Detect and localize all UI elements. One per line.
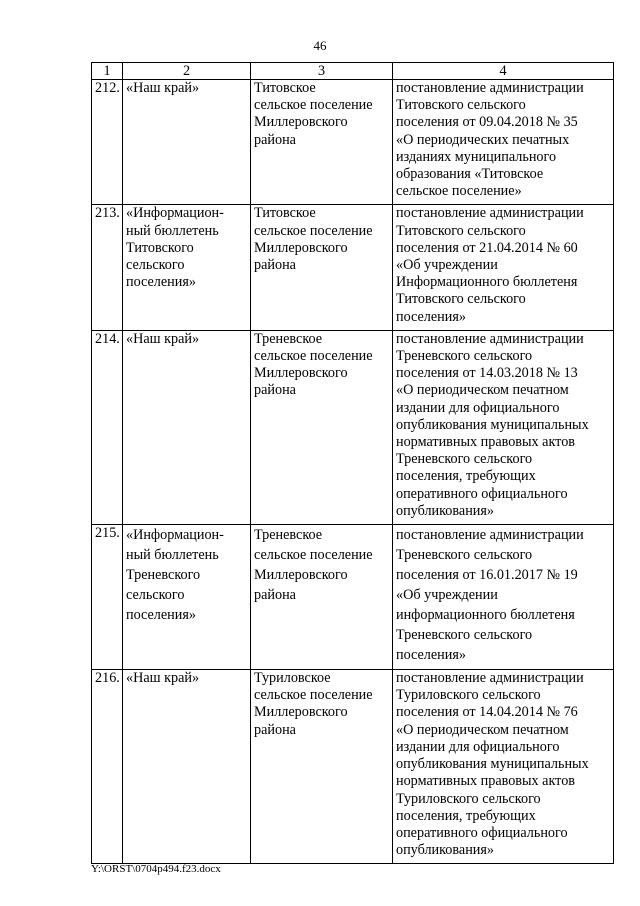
cell-line: поселения»: [126, 607, 196, 624]
cell-line: поселения от 14.03.2018 № 13: [396, 365, 578, 382]
cell-line: издании для официального: [396, 738, 560, 755]
cell-line: изданиях муниципального: [396, 148, 557, 165]
cell-line: Титовского сельского: [396, 222, 526, 239]
decree-text: [393, 525, 614, 670]
cell-line: района: [254, 382, 296, 399]
cell-line: Треневского сельского: [396, 547, 533, 564]
cell-line: «О периодическом печатном: [396, 721, 569, 738]
row-number: 216.: [92, 670, 123, 864]
cell-line: Треневского: [126, 567, 201, 584]
publication-name: [123, 670, 251, 864]
cell-line: поселения»: [396, 647, 466, 664]
settlement-name: [251, 80, 393, 205]
table-row: [92, 670, 614, 864]
cell-line: постановление администрации: [396, 330, 584, 347]
cell-line: Титовского сельского: [396, 291, 526, 308]
cell-line: «О периодическом печатном: [396, 382, 569, 399]
cell-line: поселения»: [396, 308, 466, 325]
row-number: 214.: [92, 330, 123, 524]
cell-line: поселения, требующих: [396, 807, 536, 824]
cell-line: «Наш край»: [126, 670, 200, 687]
cell-line: постановление администрации: [396, 80, 584, 96]
cell-line: Титовского: [126, 239, 194, 256]
cell-line: района: [254, 257, 296, 274]
cell-line: Миллеровского: [254, 704, 348, 721]
cell-line: сельское поселение: [254, 222, 373, 239]
cell-line: района: [254, 721, 296, 738]
cell-line: оперативного официального: [396, 824, 568, 841]
cell-line: нормативных правовых актов: [396, 773, 575, 790]
cell-line: ный бюллетень: [126, 222, 219, 239]
cell-line: Миллеровского: [254, 365, 348, 382]
cell-line: постановление администрации: [396, 205, 584, 222]
table-row: [92, 80, 614, 205]
cell-line: информационного бюллетеня: [396, 607, 575, 624]
file-path-footer: Y:\ORST\0704p494.f23.docx: [91, 863, 221, 875]
cell-line: Миллеровского: [254, 239, 348, 256]
settlement-name: [251, 330, 393, 524]
publication-name: [123, 205, 251, 330]
cell-line: нормативных правовых актов: [396, 434, 575, 451]
cell-line: Треневское: [254, 330, 323, 347]
cell-line: постановление администрации: [396, 670, 584, 687]
cell-line: «Об учреждении: [396, 587, 498, 604]
publication-name: [123, 330, 251, 524]
cell-line: района: [254, 131, 296, 148]
cell-line: сельского: [126, 257, 185, 274]
cell-line: Титовского сельского: [396, 97, 526, 114]
column-header-4: 4: [393, 63, 614, 80]
page-number: 46: [313, 38, 327, 53]
cell-line: поселения, требующих: [396, 468, 536, 485]
column-header-2: 2: [123, 63, 251, 80]
table-header-row: [92, 63, 614, 80]
cell-line: Титовское: [254, 80, 316, 96]
cell-line: поселения»: [126, 274, 196, 291]
cell-line: поселения от 16.01.2017 № 19: [396, 567, 578, 584]
cell-line: опубликования»: [396, 842, 495, 859]
cell-line: сельское поселение: [254, 547, 373, 564]
cell-line: Миллеровского: [254, 114, 348, 131]
cell-line: Туриловского сельского: [396, 687, 541, 704]
cell-line: сельское поселение: [254, 687, 373, 704]
column-header-1: 1: [92, 63, 123, 80]
cell-line: опубликования муниципальных: [396, 416, 589, 433]
cell-line: образования «Титовское: [396, 166, 544, 183]
settlement-name: [251, 205, 393, 330]
cell-line: Туриловское: [254, 670, 331, 687]
cell-line: Треневского сельского: [396, 348, 533, 365]
cell-line: поселения от 09.04.2018 № 35: [396, 114, 578, 131]
cell-line: сельское поселение: [254, 97, 373, 114]
publication-name: [123, 80, 251, 205]
cell-line: ный бюллетень: [126, 547, 219, 564]
table-row: [92, 205, 614, 330]
cell-line: сельское поселение: [254, 348, 373, 365]
cell-line: «Об учреждении: [396, 257, 498, 274]
cell-line: района: [254, 587, 296, 604]
cell-line: «Информацион-: [126, 205, 224, 222]
cell-line: издании для официального: [396, 399, 560, 416]
decree-text: [393, 330, 614, 524]
settlement-name: [251, 525, 393, 670]
row-number: 215.: [92, 525, 123, 670]
cell-line: Титовское: [254, 205, 316, 222]
cell-line: «Информацион-: [126, 527, 224, 544]
settlement-name: [251, 670, 393, 864]
cell-line: постановление администрации: [396, 527, 584, 544]
cell-line: Туриловского сельского: [396, 790, 541, 807]
cell-line: Треневского сельского: [396, 627, 533, 644]
decree-text: [393, 80, 614, 205]
cell-line: сельского: [126, 587, 185, 604]
publication-name: [123, 525, 251, 670]
cell-line: Миллеровского: [254, 567, 348, 584]
cell-line: «Наш край»: [126, 330, 200, 347]
cell-line: опубликования»: [396, 502, 495, 519]
cell-line: «Наш край»: [126, 80, 200, 96]
cell-line: «О периодических печатных: [396, 131, 570, 148]
decree-text: [393, 670, 614, 864]
decree-text: [393, 205, 614, 330]
row-number: 212.: [92, 80, 123, 205]
row-number: 213.: [92, 205, 123, 330]
table-row: [92, 525, 614, 670]
cell-line: поселения от 21.04.2014 № 60: [396, 239, 578, 256]
cell-line: опубликования муниципальных: [396, 756, 589, 773]
registry-table: [91, 62, 614, 864]
column-header-3: 3: [251, 63, 393, 80]
table-row: [92, 330, 614, 524]
cell-line: поселения от 14.04.2014 № 76: [396, 704, 578, 721]
cell-line: Треневского сельского: [396, 451, 533, 468]
cell-line: оперативного официального: [396, 485, 568, 502]
cell-line: Треневское: [254, 527, 323, 544]
cell-line: сельское поселение»: [396, 183, 522, 200]
cell-line: Информационного бюллетеня: [396, 274, 578, 291]
